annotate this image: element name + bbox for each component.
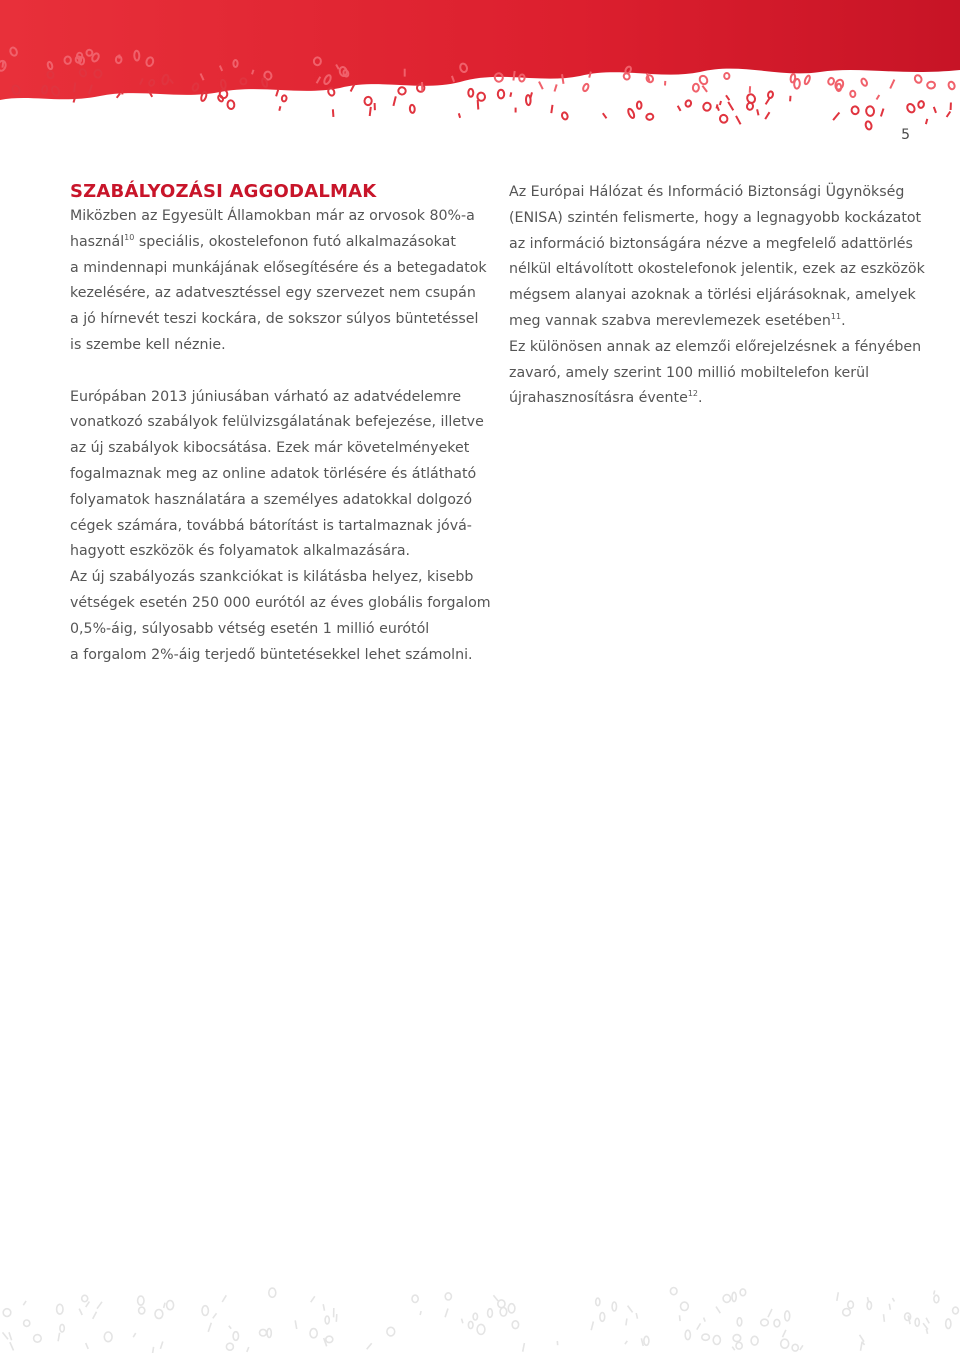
- banner-red-shape: [0, 0, 960, 100]
- text-line: vétségek esetén 250 000 eurótól az éves globális forgalom: [70, 594, 491, 611]
- text-line: meg vannak szabva merevlemezek esetében$^{11}$.: [509, 311, 846, 329]
- text-line: újrahasznosításra évente$^{12}$.: [509, 389, 703, 407]
- text-line: vonatkozó szabályok felülvizsgálatának befejezése, illetve: [70, 414, 484, 431]
- footnote-ref: 12: [687, 389, 698, 399]
- left-column: [70, 180, 491, 668]
- footnote-ref: 10: [124, 232, 135, 242]
- paragraph-enisa: [509, 180, 925, 335]
- text-line: folyamatok használatára a személyes adatokkal dolgozó: [70, 491, 473, 508]
- text-line: Az Európai Hálózat és Információ Biztonsági Ügynökség: [509, 184, 905, 200]
- header-banner: [0, 0, 960, 150]
- text-line: nélkül eltávolított okostelefonok jelentik, ezek az eszközök: [509, 261, 925, 278]
- text-line: Európában 2013 júniusában várható az adatvédelemre: [70, 388, 462, 405]
- text-line: mégsem alanyai azoknak a törlési eljárásoknak, amelyek: [509, 287, 916, 304]
- text-line: Miközben az Egyesült Államokban már az orvosok 80%-a: [70, 208, 475, 224]
- section-title: SZABÁLYOZÁSI AGGODALMAK: [70, 181, 377, 202]
- text-line: fogalmaznak meg az online adatok törlésére és átlátható: [70, 465, 477, 482]
- footnote-ref: 11: [830, 311, 842, 321]
- text-line: kezelésére, az adatvesztéssel egy szervezet nem csupán: [70, 285, 476, 302]
- text-line: cégek számára, továbbá bátorítást is tartalmaznak jóvá-: [70, 517, 472, 534]
- text-line: használ$^{10}$ speciális, okostelefonon futó alkalmazásokat: [70, 232, 456, 250]
- text-line: (ENISA) szintén felismerte, hogy a legnagyobb kockázatot: [509, 209, 922, 226]
- page-number: 5: [901, 127, 910, 143]
- text-line: a mindennapi munkájának elősegítésére és a betegadatok: [70, 259, 487, 276]
- paragraph-europe: [70, 385, 484, 566]
- paragraph-sanctions: [70, 565, 491, 668]
- text-line: is szembe kell néznie.: [70, 336, 226, 353]
- text-line: 0,5%-áig, súlyosabb vétség esetén 1 millió eurótól: [70, 620, 430, 637]
- footer-binary-band: [0, 1270, 960, 1353]
- text-line: hagyott eszközök és folyamatok alkalmazására.: [70, 543, 411, 560]
- text-line: az információ biztonságára nézve a megfelelő adattörlés: [509, 235, 913, 252]
- paragraph-intro: [70, 204, 487, 359]
- text-line: zavaró, amely szerint 100 millió mobiltelefon kerül: [509, 364, 870, 381]
- text-line: Ez különösen annak az elemzői előrejelzésnek a fényében: [509, 338, 922, 355]
- text-line: a forgalom 2%-áig terjedő büntetésekkel lehet számolni.: [70, 646, 473, 663]
- text-line: az új szabályok kibocsátása. Ezek már követelményeket: [70, 440, 470, 457]
- text-line: a jó hírnevét teszi kockára, de sokszor súlyos büntetéssel: [70, 311, 479, 328]
- right-column: [509, 180, 925, 412]
- text-line: Az új szabályozás szankciókat is kilátásba helyez, kisebb: [70, 569, 474, 586]
- paragraph-analyst: [509, 335, 922, 412]
